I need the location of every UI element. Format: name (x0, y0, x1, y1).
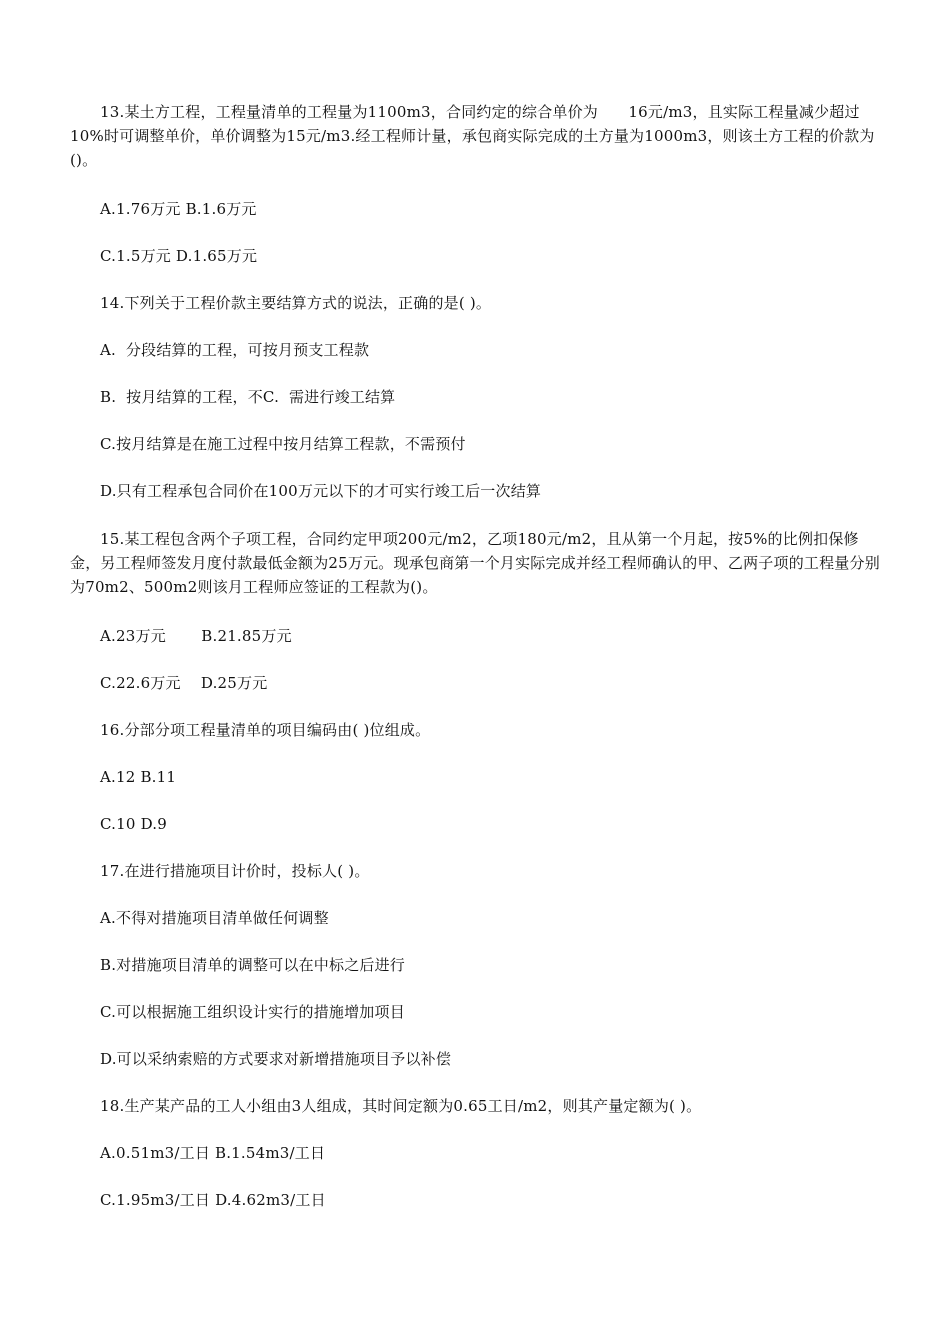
question-17-stem: 17.在进行措施项目计价时，投标人( )。 (100, 862, 370, 880)
question-14-stem: 14.下列关于工程价款主要结算方式的说法，正确的是( )。 (100, 294, 492, 312)
question-13-stem: 13.某土方工程，工程量清单的工程量为1100m3，合同约定的综合单价为 16元/m3，且实际工程量减少超过10%时可调整单价，单价调整为15元/m3.经工程师计量，承包商实际完成的土方量为1000m3，则该土方工程的价款为()。 (70, 103, 875, 169)
question-17-option-c: C.可以根据施工组织设计实行的措施增加项目 (100, 1003, 405, 1021)
question-14-option-c: C.按月结算是在施工过程中按月结算工程款，不需预付 (100, 435, 466, 453)
question-16-stem: 16.分部分项工程量清单的项目编码由( )位组成。 (100, 721, 431, 739)
question-15-stem: 15.某工程包含两个子项工程，合同约定甲项200元/m2，乙项180元/m2，且从第一个月起，按5%的比例扣保修金，另工程师签发月度付款最低金额为25万元。现承包商第一个月实际完成并经工程师确认的甲、乙两子项的工程量分别为70m2、500m2则该月工程师应签证的工程款为()。 (70, 530, 880, 596)
question-15-options-cd: C.22.6万元 D.25万元 (100, 674, 268, 692)
question-14-option-d: D.只有工程承包合同价在100万元以下的才可实行竣工后一次结算 (100, 482, 542, 500)
question-18-options-ab: A.0.51m3/工日 B.1.54m3/工日 (100, 1144, 326, 1162)
question-14-option-a: A. 分段结算的工程，可按月预支工程款 (100, 341, 370, 359)
question-13-options-ab: A.1.76万元 B.1.6万元 (100, 200, 257, 218)
question-15-options-ab: A.23万元 B.21.85万元 (100, 627, 292, 645)
question-16-options-ab: A.12 B.11 (100, 768, 177, 786)
question-17-option-b: B.对措施项目清单的调整可以在中标之后进行 (100, 956, 405, 974)
question-16-options-cd: C.10 D.9 (100, 815, 167, 833)
question-17-option-a: A.不得对措施项目清单做任何调整 (100, 909, 329, 927)
question-14-option-b: B. 按月结算的工程，不C. 需进行竣工结算 (100, 388, 396, 406)
question-18-stem: 18.生产某产品的工人小组由3人组成，其时间定额为0.65工日/m2，则其产量定额为( )。 (100, 1097, 702, 1115)
question-18-options-cd: C.1.95m3/工日 D.4.62m3/工日 (100, 1191, 326, 1209)
question-13-options-cd: C.1.5万元 D.1.65万元 (100, 247, 258, 265)
question-17-option-d: D.可以采纳索赔的方式要求对新增措施项目予以补偿 (100, 1050, 452, 1068)
